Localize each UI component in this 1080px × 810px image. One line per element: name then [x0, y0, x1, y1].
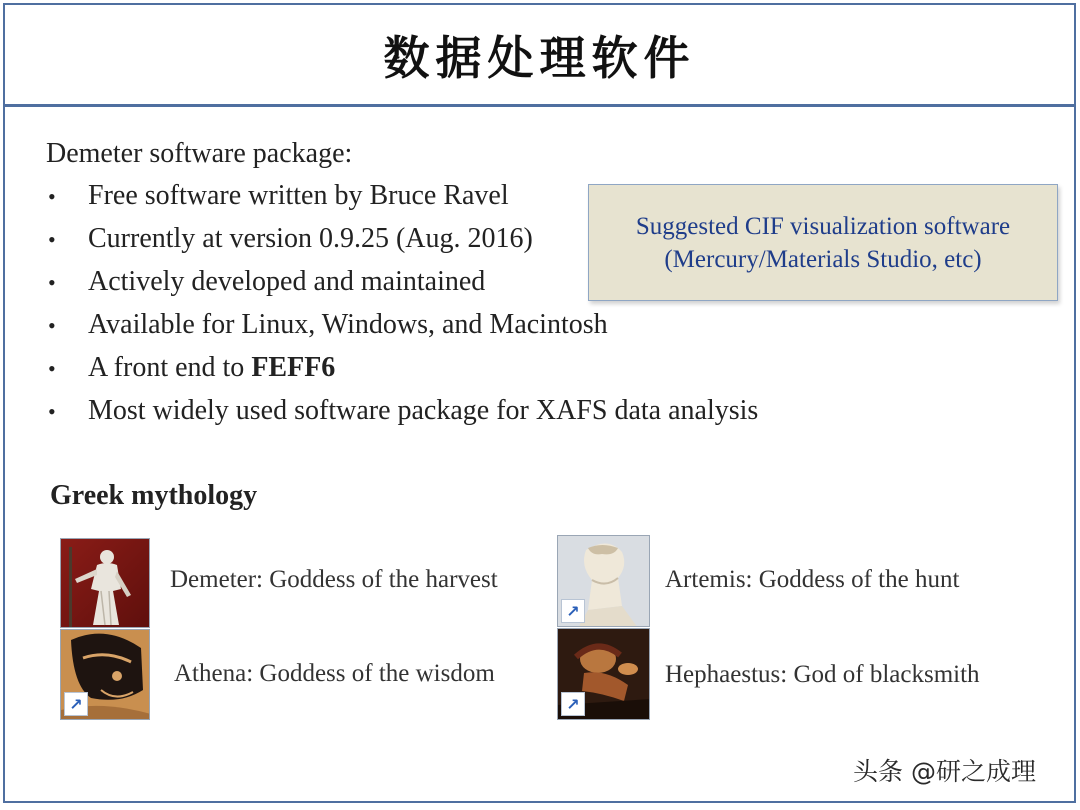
bullet-marker: • — [48, 399, 56, 424]
bullet-marker: • — [48, 184, 56, 209]
shortcut-arrow-icon: ↗ — [561, 692, 585, 716]
athena-image[interactable] — [60, 629, 150, 720]
bullet-text — [88, 352, 335, 384]
bullet-text: Available for Linux, Windows, and Macintosh — [88, 309, 608, 340]
artemis-image[interactable] — [557, 535, 650, 627]
bullet-marker: • — [48, 313, 56, 338]
hephaestus-image[interactable] — [557, 628, 650, 720]
athena-caption: Athena: Goddess of the wisdom — [174, 660, 495, 687]
bullet-marker: • — [48, 227, 56, 252]
section-heading: Greek mythology — [50, 480, 258, 511]
callout-line-2: (Mercury/Materials Studio, etc) — [664, 245, 982, 273]
bullet-marker: • — [48, 356, 56, 381]
bullet-item — [46, 352, 758, 395]
hephaestus-caption: Hephaestus: God of blacksmith — [665, 661, 980, 688]
bullet-text-prefix: A front end to — [88, 352, 252, 383]
intro-text: Demeter software package: — [46, 138, 353, 169]
title-bar — [5, 5, 1074, 107]
demeter-caption: Demeter: Goddess of the harvest — [170, 566, 498, 593]
bullet-text: Most widely used software package for XAFS data analysis — [88, 395, 759, 426]
callout-box — [588, 184, 1058, 301]
feff6-label: FEFF6 — [251, 352, 336, 383]
bullet-text: Actively developed and maintained — [88, 266, 486, 297]
demeter-image[interactable] — [60, 538, 150, 628]
bullet-text: Free software written by Bruce Ravel — [88, 180, 509, 211]
artemis-caption: Artemis: Goddess of the hunt — [665, 566, 960, 593]
watermark: 头条 @研之成理 — [853, 757, 1036, 786]
shortcut-arrow-icon: ↗ — [64, 692, 88, 716]
shortcut-arrow-icon: ↗ — [561, 599, 585, 623]
demeter-statue-picture — [61, 539, 150, 628]
bullet-text: Currently at version 0.9.25 (Aug. 2016) — [88, 223, 533, 254]
bullet-marker: • — [48, 270, 56, 295]
bullet-item — [46, 309, 758, 352]
bullet-item — [46, 395, 758, 438]
slide-title: 数据处理软件 — [383, 30, 696, 85]
callout-line-1: Suggested CIF visualization software — [635, 212, 1011, 240]
